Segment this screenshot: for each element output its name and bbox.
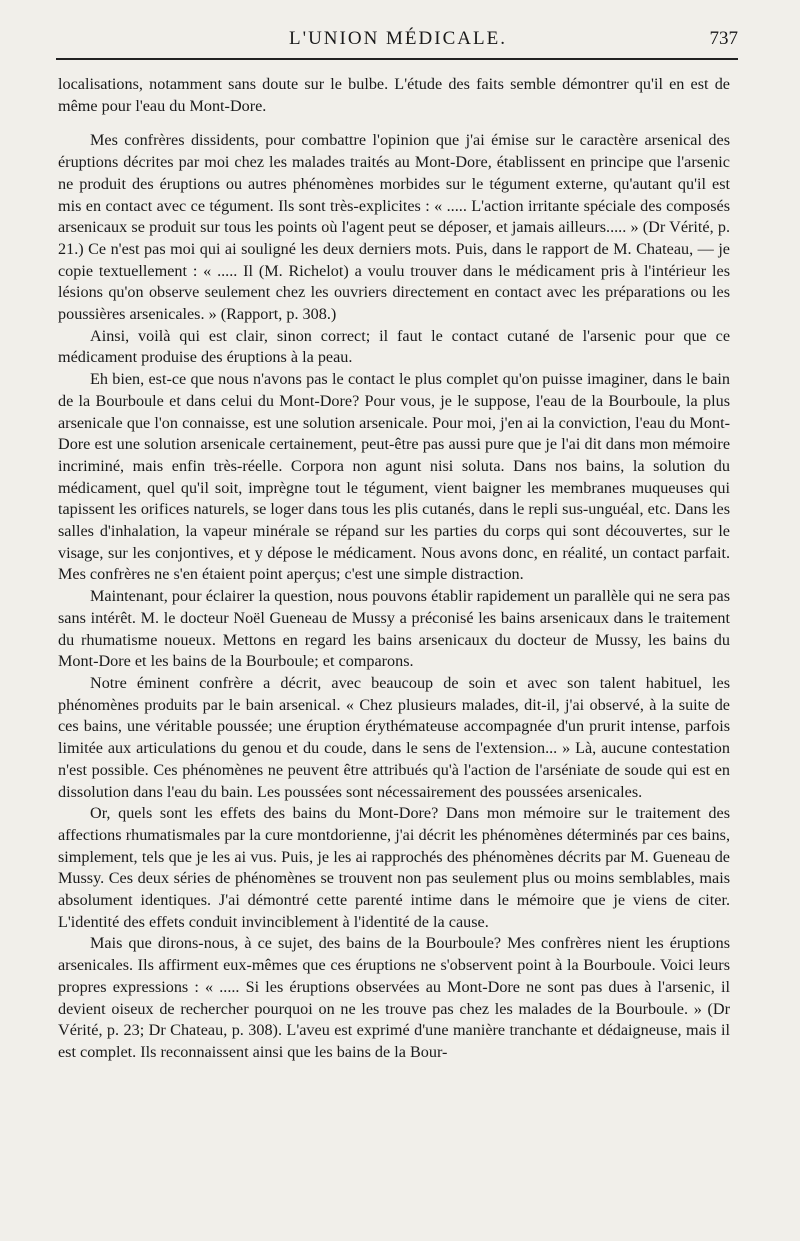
paragraph: Notre éminent confrère a décrit, avec beaucoup de soin et avec son talent habituel, les phénomènes produits par le bain arsenical. « Chez plusieurs malades, dit-il, j'ai observé, à la suite de ces bains, une véritable poussée; une éruption érythémateuse accompagnée d'un prurit intense, parfois limitée aux articulations du genou et du coude, dans le sens de l'extension... » Là, aucune contestation n'est possible. Ces phénomènes ne peuvent être attribués qu'à l'action de l'arséniate de soude qui est en dissolution dans l'eau du bain. Les poussées sont nécessairement des poussées arsenicales. [58, 673, 730, 801]
paragraph: Ainsi, voilà qui est clair, sinon correct; il faut le contact cutané de l'arsenic pour que ce médicament produise des éruptions à la peau. [58, 326, 730, 367]
paragraph: Maintenant, pour éclairer la question, nous pouvons établir rapidement un parallèle qui ne sera pas sans intérêt. M. le docteur Noël Gueneau de Mussy a préconisé les bains arsenicaux dans le traitement du rhumatisme noueux. Mettons en regard les bains arsenicaux du docteur de Mussy, les bains du Mont-Dore et les bains de la Bourboule; et comparons. [58, 587, 730, 671]
paragraph: Mais que dirons-nous, à ce sujet, des bains de la Bourboule? Mes confrères nient les éruptions arsenicales. Ils affirment eux-mêmes que ces éruptions ne s'observent point à la Bourboule. Voici leurs propres expressions : « ..... Si les éruptions observées au Mont-Dore ne sont pas dues à l'arsenic, il devient oiseux de rechercher pourquoi on ne les trouve pas chez les malades de la Bourboule. » (Dr Vérité, p. 23; Dr Chateau, p. 308). L'aveu est exprimé d'une manière tranchante et dédaigneuse, mais il est complet. Ils reconnaissent ainsi que les bains de la Bour- [58, 934, 730, 1061]
running-title: L'UNION MÉDICALE. [289, 28, 507, 49]
header-rule [56, 58, 738, 60]
article-body [58, 74, 730, 1064]
page-number: 737 [709, 28, 738, 49]
paragraph: Or, quels sont les effets des bains du Mont-Dore? Dans mon mémoire sur le traitement des affections rhumatismales par la cure montdorienne, j'ai décrit les phénomènes déterminés par ces bains, simplement, tels que je les ai vus. Puis, je les ai rapprochés des phénomènes décrits par M. Gueneau de Mussy. Ces deux séries de phénomènes se trouvent non pas seulement plus ou moins semblables, mais absolument identiques. J'ai démontré cette parenté intime dans le mémoire que je viens de citer. L'identité des effets conduit invinciblement à l'identité de la cause. [58, 804, 730, 931]
paragraph: localisations, notamment sans doute sur le bulbe. L'étude des faits semble démontrer qu'il en est de même pour l'eau du Mont-Dore. [58, 75, 730, 115]
paragraph: Mes confrères dissidents, pour combattre l'opinion que j'ai émise sur le caractère arsenical des éruptions décrites par moi chez les malades traités au Mont-Dore, établissent en principe que l'arsenic ne produit des éruptions ou autres phénomènes morbides sur le tégument externe, qu'autant qu'il est mis en contact avec ce tégument. Ils sont très-explicites : « ..... L'action irritante spéciale des composés arsenicaux se produit sur tous les points où l'agent peut se déposer, et jamais ailleurs..... » (Dr Vérité, p. 21.) Ce n'est pas moi qui ai souligné les deux derniers mots. Puis, dans le rapport de M. Chateau, — je copie textuellement : « ..... Il (M. Richelot) a voulu trouver dans le médicament pris à l'intérieur les lésions qu'on observe seulement chez les ouvriers directement en contact avec les préparations ou les poussières arsenicales. » (Rapport, p. 308.) [58, 131, 730, 324]
paragraph: Eh bien, est-ce que nous n'avons pas le contact le plus complet qu'on puisse imaginer, dans le bain de la Bourboule et dans celui du Mont-Dore? Pour vous, je le suppose, l'eau de la Bourboule, la plus arsenicale que l'on connaisse, est une solution arsenicale. Pour moi, j'en ai la conviction, l'eau du Mont-Dore est une solution arsenicale certainement, peut-être pas aussi pure que je l'ai dit dans mon mémoire incriminé, mais enfin très-réelle. Corpora non agunt nisi soluta. Dans nos bains, la solution du médicament, quel qu'il soit, imprègne tout le tégument, vient baigner les membranes muqueuses qui tapissent les orifices naturels, se loger dans tous les plis cutanés, dans le repli sus-unguéal, etc. Dans les salles d'inhalation, la vapeur minérale se répand sur les parties du corps qui sont découvertes, sur le visage, sur les conjontives, et y dépose le médicament. Nous avons donc, en réalité, un contact parfait. Mes confrères ne s'en étaient point aperçus; c'est une simple distraction. [58, 370, 730, 584]
running-head [58, 28, 738, 54]
